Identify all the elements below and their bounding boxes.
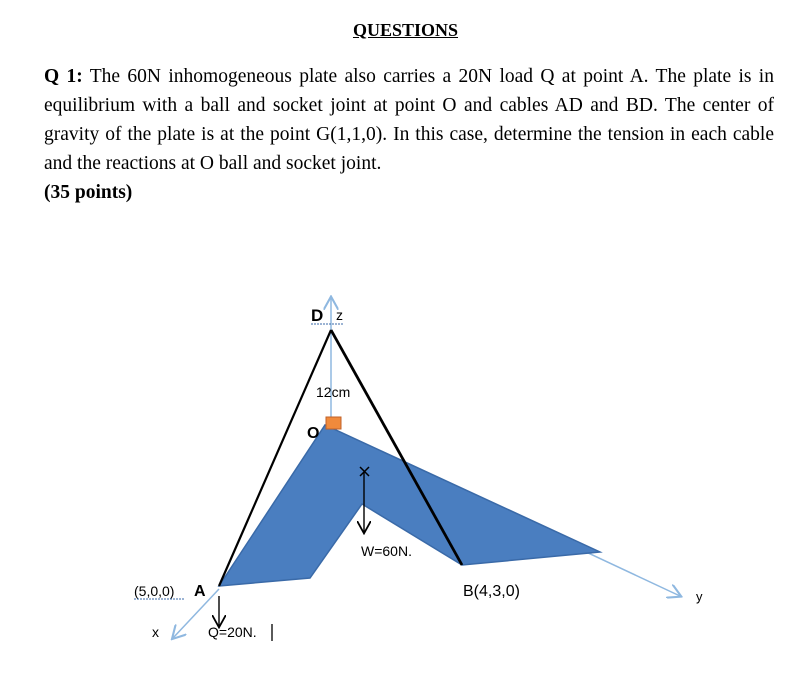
label-height: 12cm <box>316 384 351 400</box>
label-b: B(4,3,0) <box>463 583 520 600</box>
label-o: O <box>307 425 320 442</box>
plate <box>219 425 600 586</box>
question-points: (35 points) <box>44 182 133 203</box>
label-a: A <box>194 583 206 600</box>
joint-o-socket <box>326 417 341 429</box>
question-text: The 60N inhomogeneous plate also carries a 20N load Q at point A. The plate is in equilibrium with a ball and socket joint at point O and cables AD and BD. The center of gravity of the plate is at the point G(1,1,0). In this case, determine the tension in each cable and the reactions at O ball and socket joint. <box>44 66 774 174</box>
label-x: x <box>152 624 159 640</box>
label-weight: W=60N. <box>361 543 412 559</box>
label-load: Q=20N. <box>208 624 257 640</box>
page-title: QUESTIONS <box>352 20 459 40</box>
label-a-coord: (5,0,0) <box>134 583 175 599</box>
question-number: Q 1: <box>44 66 83 87</box>
label-z: z <box>336 307 343 323</box>
label-d: D <box>311 306 324 325</box>
label-y: y <box>696 589 703 604</box>
